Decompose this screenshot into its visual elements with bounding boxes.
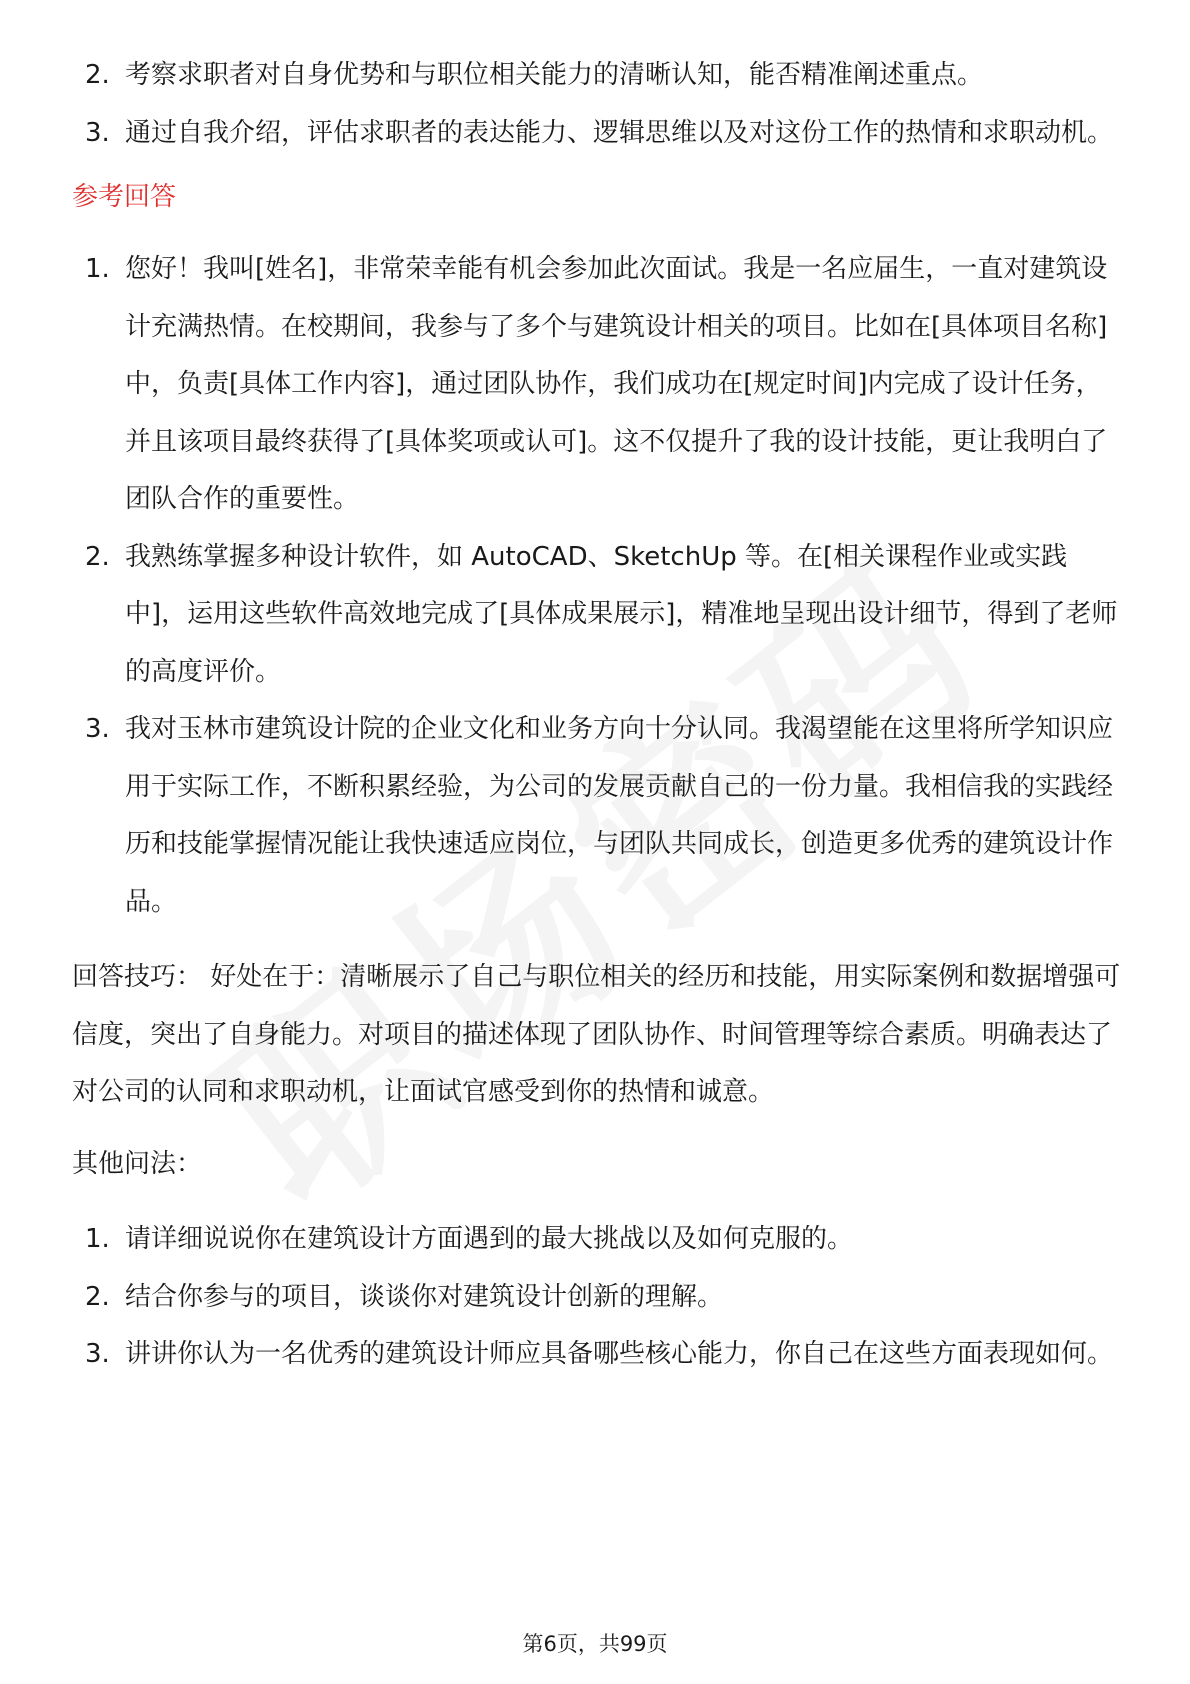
- list-text: 您好！我叫[姓名]，非常荣幸能有机会参加此次面试。我是一名应届生，一直对建筑设计充满热情。在校期间，我参与了多个与建筑设计相关的项目。比如在[具体项目名称]中，负责[具体工作内容]，通过团队协作，我们成功在[规定时间]内完成了设计任务，并且该项目最终获得了[具体奖项或认可]。这不仅提升了我的设计技能，更让我明白了团队合作的重要性。: [125, 254, 1108, 514]
- list-text: 考察求职者对自身优势和与职位相关能力的清晰认知，能否精准阐述重点。: [125, 60, 984, 90]
- list-item: [72, 1211, 1122, 1269]
- list-number: 2.: [85, 541, 110, 572]
- list-number: 1.: [85, 1224, 110, 1254]
- list-text: 请详细说说你在建筑设计方面遇到的最大挑战以及如何克服的。: [125, 1224, 854, 1254]
- list-item: [72, 105, 1122, 163]
- list-text: 我熟练掌握多种设计软件，如 AutoCAD、SketchUp 等。在[相关课程作业或实践中]，运用这些软件高效地完成了[具体成果展示]，精准地呈现出设计细节，得到了老师的高度评价。: [125, 541, 1118, 687]
- list-number: 1.: [85, 254, 110, 284]
- list-text: 我对玉林市建筑设计院的企业文化和业务方向十分认同。我渴望能在这里将所学知识应用于实际工作，不断积累经验，为公司的发展贡献自己的一份力量。我相信我的实践经历和技能掌握情况能让我快速适应岗位，与团队共同成长，创造更多优秀的建筑设计作品。: [125, 714, 1114, 917]
- intro-list: [72, 47, 1122, 162]
- list-item: [72, 1326, 1122, 1384]
- answer-list: [72, 241, 1122, 931]
- document-page: [72, 52, 1122, 1384]
- list-item: [72, 701, 1122, 931]
- list-item: [72, 241, 1122, 529]
- list-number: 3.: [85, 714, 110, 744]
- list-item: [72, 47, 1122, 105]
- list-number: 3.: [85, 1339, 110, 1369]
- other-questions-heading: 其他问法：: [72, 1148, 203, 1179]
- other-questions-list: [72, 1211, 1122, 1384]
- answer-tips-paragraph: 回答技巧： 好处在于：清晰展示了自己与职位相关的经历和技能，用实际案例和数据增强可信度，突出了自身能力。对项目的描述体现了团队协作、时间管理等综合素质。明确表达了对公司的认同和求职动机，让面试官感受到你的热情和诚意。: [72, 962, 1121, 1107]
- reference-answer-heading: 参考回答: [72, 182, 177, 212]
- list-item: [72, 529, 1122, 702]
- list-text: 通过自我介绍，评估求职者的表达能力、逻辑思维以及对这份工作的热情和求职动机。: [125, 117, 1114, 148]
- list-number: 2.: [85, 1281, 110, 1312]
- page-footer: 第6页，共99页: [522, 1632, 668, 1656]
- list-number: 3.: [85, 117, 110, 148]
- list-number: 2.: [85, 60, 110, 90]
- list-text: 结合你参与的项目，谈谈你对建筑设计创新的理解。: [125, 1281, 724, 1312]
- list-text: 讲讲你认为一名优秀的建筑设计师应具备哪些核心能力，你自己在这些方面表现如何。: [125, 1339, 1114, 1369]
- list-item: [72, 1269, 1122, 1327]
